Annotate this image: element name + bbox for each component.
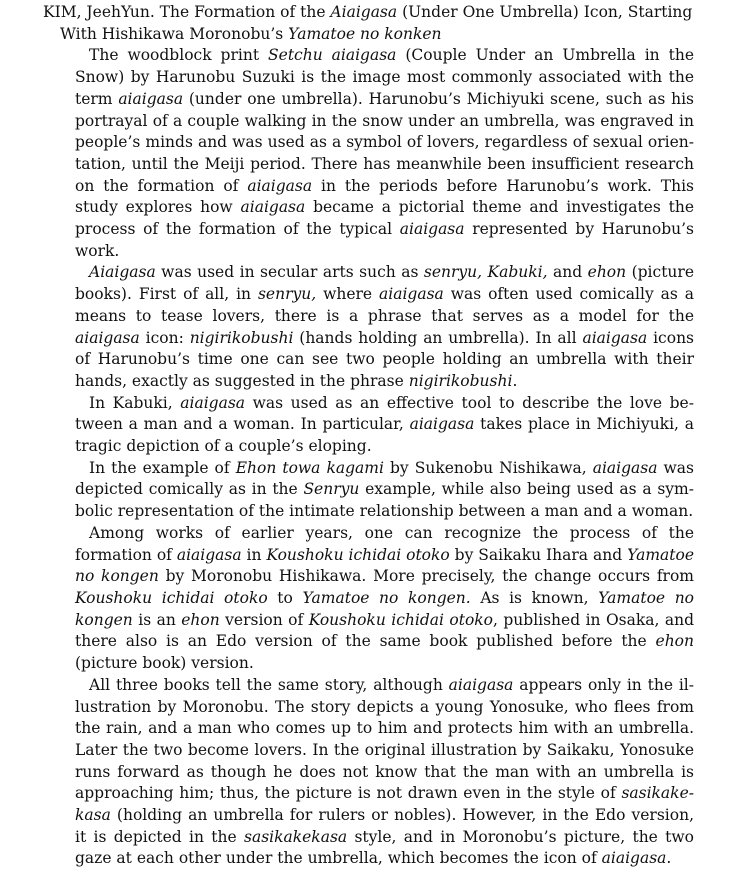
text-segment: , published in Osaka, and there also is an Edo version of the same book published before the (75, 610, 694, 651)
italic-term: aiaigasa (592, 458, 658, 477)
text-segment: was used in secular arts such as (155, 263, 424, 282)
text-segment: by Moronobu Hishikawa. More precisely, the change occurs from (158, 567, 694, 586)
body-paragraph-5 (43, 523, 694, 675)
italic-term: aiaigasa (75, 328, 140, 347)
italic-term: Yamatoe no kongen (75, 588, 695, 629)
text-segment: represented by Harunobu’s work. (75, 220, 695, 260)
italic-term: senryu, Kabuki, (423, 263, 548, 282)
text-segment: In the example of (89, 458, 236, 477)
italic-term: Senryu (303, 480, 360, 499)
italic-term: ehon (587, 263, 627, 282)
text-segment: (under one umbrella). Harunobu’s Michiyuki scene, such as his portrayal of a couple walking in the snow under an umbrella, was engraved in people’s minds and was used as a symbol of lovers, regardless of sexual orientation, until the Meiji period. There has meanwhile been insufficient research on the formation of (75, 89, 694, 195)
italic-term: aiaigasa (601, 849, 667, 868)
text-segment: (picture book) version. (75, 654, 254, 673)
text-segment: where (316, 285, 380, 304)
italic-term: ehon (181, 610, 220, 629)
text-segment: by Sukenobu Nishikawa, (383, 458, 593, 477)
italic-term: aiaigasa (176, 545, 242, 564)
body-paragraph-3 (43, 393, 694, 458)
text-segment: All three books tell the same story, although (89, 675, 449, 694)
italic-term: aiaigasa (180, 393, 246, 412)
italic-term: aiaigasa (582, 328, 648, 347)
text-segment: (Couple Under an Umbrella in the Snow) by Harunobu Suzuki is the image most commonly associated with the term (75, 46, 694, 108)
text-segment: (holding an umbrella for rulers or nobles). However, in the Edo version, it is depicted in the (75, 806, 694, 846)
text-segment: became a pictorial theme and investigates the process of the formation of the typical (75, 198, 694, 239)
italic-term: Ehon towa kagami (235, 458, 384, 477)
italic-term: aiaigasa (118, 89, 184, 108)
text-segment: example, while also being used as a symbolic representation of the intimate relationship between a man and a woman. (75, 480, 694, 521)
text-segment: in the periods before Harunobu’s work. This study explores how (75, 176, 694, 217)
text-segment: in (241, 545, 267, 564)
italic-term: Koushoku ichidai otoko (266, 545, 450, 564)
body-paragraph-6 (43, 675, 694, 870)
text-segment: Among works of earlier years, one can recognize the process of the formation of (75, 523, 694, 564)
italic-term: Yamatoe no kongen (75, 545, 695, 586)
text-segment: In Kabuki, (89, 393, 181, 412)
italic-term: aiaigasa (247, 176, 313, 195)
heading-text-segment: (Under One Umbrella) Icon, Starting With Hishikawa Moronobu’s (60, 3, 693, 43)
body-paragraph-2 (43, 262, 694, 392)
text-segment: by Saikaku Ihara and (449, 545, 628, 564)
italic-term: Setchu aiaigasa (268, 46, 397, 65)
text-segment: is an (132, 610, 182, 629)
italic-term: aiaigasa (379, 285, 444, 304)
body-paragraph-1 (43, 45, 694, 262)
italic-term: Yamatoe no kongen. (302, 588, 471, 607)
italic-term: Koushoku ichidai otoko (75, 588, 268, 607)
text-segment: style, and in Moronobu’s picture, the two gaze at each other under the umbrella, which becomes the icon of (75, 827, 694, 868)
heading-text-segment: KIM, JeehYun. The Formation of the (43, 3, 331, 21)
abstract-heading (43, 2, 694, 45)
abstract-body (43, 45, 694, 870)
italic-term: aiaigasa (399, 220, 465, 239)
italic-term: ehon (655, 632, 694, 651)
text-segment: (picture books). First of all, in (75, 263, 694, 304)
heading-italic-segment: Yamatoe no konken (288, 24, 442, 43)
italic-term: aiaigasa (240, 198, 306, 217)
italic-term: nigirikobushi (189, 328, 294, 347)
text-segment: and (547, 263, 588, 282)
text-segment: version of (219, 610, 309, 629)
italic-term: sasikakekasa (244, 827, 348, 846)
text-segment: (hands holding an umbrella). In all (293, 328, 583, 347)
italic-term: sasikakekasa (75, 784, 694, 825)
text-segment: As is known, (470, 588, 599, 607)
text-segment: appears only in the illustration by Moronobu. The story depicts a young Yonosuke, who flees from the rain, and a man who comes up to him and protects him with an umbrella. Later the two become lovers. In the original illustration by Saikaku, Yonosuke runs forward as though he does not know that the man with an umbrella is approaching him; thus, the picture is not drawn even in the style of (75, 675, 694, 803)
text-segment: was depicted comically as in the (75, 458, 695, 499)
text-segment: The woodblock print (89, 46, 269, 65)
heading-italic-segment: Aiaigasa (330, 3, 398, 21)
italic-term: Aiaigasa (89, 263, 156, 282)
text-segment: icon: (139, 328, 190, 347)
text-segment: icons of Harunobu’s time one can see two people holding an umbrella with their hands, exactly as suggested in the phrase (75, 328, 695, 390)
text-segment: . (512, 371, 518, 390)
text-segment: was often used comically as a means to tease lovers, there is a phrase that serves as a model for the (75, 285, 695, 325)
text-segment: was used as an effective tool to describe the love between a man and a woman. In particular, (75, 393, 694, 434)
italic-term: aiaigasa (448, 675, 514, 694)
text-segment: . (666, 849, 672, 868)
body-paragraph-4 (43, 458, 694, 523)
italic-term: Koushoku ichidai otoko (308, 610, 493, 629)
text-segment: takes place in Michiyuki, a tragic depiction of a couple’s eloping. (75, 415, 694, 456)
italic-term: aiaigasa (409, 415, 475, 434)
text-segment: to (267, 588, 303, 607)
italic-term: senryu, (257, 285, 317, 304)
italic-term: nigirikobushi (408, 371, 513, 390)
